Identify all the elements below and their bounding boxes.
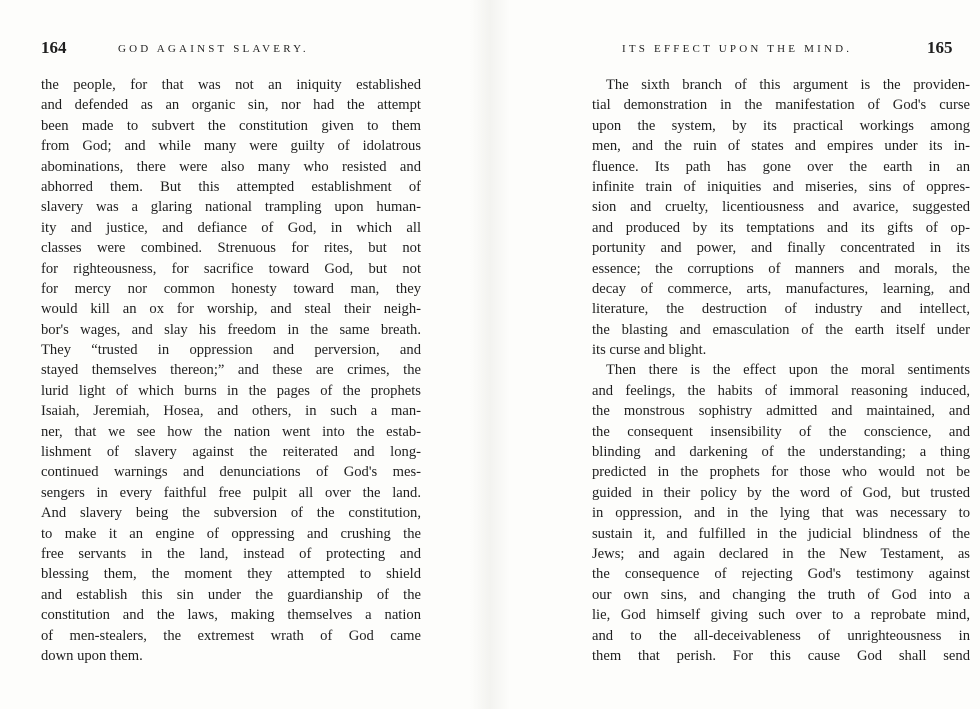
text-line: the consequence of rejecting God's testimony against [592,566,970,583]
text-line: would kill an ox for worship, and steal their neigh- [41,301,421,318]
text-line: the blasting and emasculation of the earth itself under [592,321,970,338]
text-line: and defended as an organic sin, nor had the attempt [41,97,421,114]
text-line: constitution and the laws, making themselves a nation [41,607,421,624]
text-line: of men-stealers, the extremest wrath of God came [41,627,421,644]
text-line: and to the all-deceivableness of unrighteousness in [592,627,970,644]
right-page-body [592,75,970,666]
text-line: in oppression, and in the lying that was necessary to [592,505,970,522]
text-line: abominations, there were also many who resisted and [41,158,421,175]
text-line: essence; the corruptions of manners and morals, the [592,260,970,277]
left-page [0,0,470,709]
text-line: ner, that we see how the nation went into the estab- [41,423,421,440]
text-line: our own sins, and changing the truth of God into a [592,586,970,603]
text-line: continued warnings and denunciations of God's mes- [41,464,421,481]
text-line: Isaiah, Jeremiah, Hosea, and others, in such a man- [41,403,421,420]
text-line: lie, God himself giving such over to a reprobate mind, [592,607,970,624]
text-line: decay of commerce, arts, manufactures, learning, and [592,280,970,297]
text-line: upon the system, by its practical workings among [592,117,970,134]
text-line: for righteousness, for sacrifice toward God, but not [41,260,421,277]
text-line: the people, for that was not an iniquity established [41,77,421,93]
text-line: portunity and power, and finally concentrated in its [592,240,970,257]
text-line: bor's wages, and slay his freedom in the same breath. [41,321,421,338]
text-line: its curse and blight. [592,342,707,359]
text-line: free servants in the land, instead of protecting and [41,545,421,562]
text-line: lishment of slavery against the reiterated and long- [41,444,421,461]
text-line: and feelings, the habits of immoral reasoning induced, [592,382,970,399]
text-line: infinite train of iniquities and miseries, sins of oppres- [592,178,970,195]
text-line: men, and the ruin of states and empires under its in- [592,138,970,155]
left-page-header [0,38,470,60]
text-line: slavery was a glaring national trampling upon human- [41,199,421,216]
text-line: blinding and darkening of the understanding; a thing [592,444,970,461]
text-line: lurid light of which burns in the pages of the prophets [41,382,421,399]
text-line: the monstrous sophistry admitted and maintained, and [592,403,970,420]
text-line: ity and justice, and defiance of God, in which all [41,219,421,236]
text-line: predicted in the prophets for those who would not be [592,464,970,481]
left-page-body [41,75,421,666]
text-line: down upon them. [41,647,143,664]
text-line: been made to subvert the constitution given to them [41,117,421,134]
text-line: for mercy nor common honesty toward man, they [41,280,421,297]
text-line: Jews; and again declared in the New Testament, as [592,545,970,562]
text-line: stayed themselves thereon;” and these are crimes, the [41,362,421,379]
text-line: to make it an engine of oppressing and crushing the [41,525,421,542]
text-line: and establish this sin under the guardianship of the [41,586,421,603]
text-line: The sixth branch of this argument is the providen- [606,77,970,93]
text-line: literature, the destruction of industry and intellect, [592,301,970,318]
text-line: them that perish. For this cause God shall send [592,647,970,664]
text-line: classes were combined. Strenuous for rites, but not [41,240,421,257]
running-head: ITS EFFECT UPON THE MIND. [622,43,853,55]
book-gutter [470,0,510,709]
text-line: tial demonstration in the manifestation of God's curse [592,97,970,114]
page-number: 164 [41,38,67,57]
text-line: from God; and while many were guilty of idolatrous [41,138,421,155]
text-line: abhorred them. But this attempted establishment of [41,178,421,195]
text-line: guided in their policy by the word of God, but trusted [592,484,970,501]
text-line: Then there is the effect upon the moral sentiments [606,362,970,379]
text-line: the consequent insensibility of the conscience, and [592,423,970,440]
right-page [510,0,980,709]
text-line: They “trusted in oppression and perversion, and [41,342,421,359]
text-line: blessing them, the moment they attempted to shield [41,566,421,583]
text-line: sustain it, and fulfilled in the judicial blindness of the [592,525,970,542]
text-line: and produced by its temptations and its gifts of op- [592,219,970,236]
text-line: sengers in every faithful free pulpit all over the land. [41,484,421,501]
page-number: 165 [927,38,953,57]
text-line: sion and cruelty, licentiousness and avarice, suggested [592,199,970,216]
text-line: And slavery being the subversion of the constitution, [41,505,421,522]
right-page-header [510,38,980,60]
running-head: GOD AGAINST SLAVERY. [118,43,309,55]
text-line: fluence. Its path has gone over the earth in an [592,158,970,175]
